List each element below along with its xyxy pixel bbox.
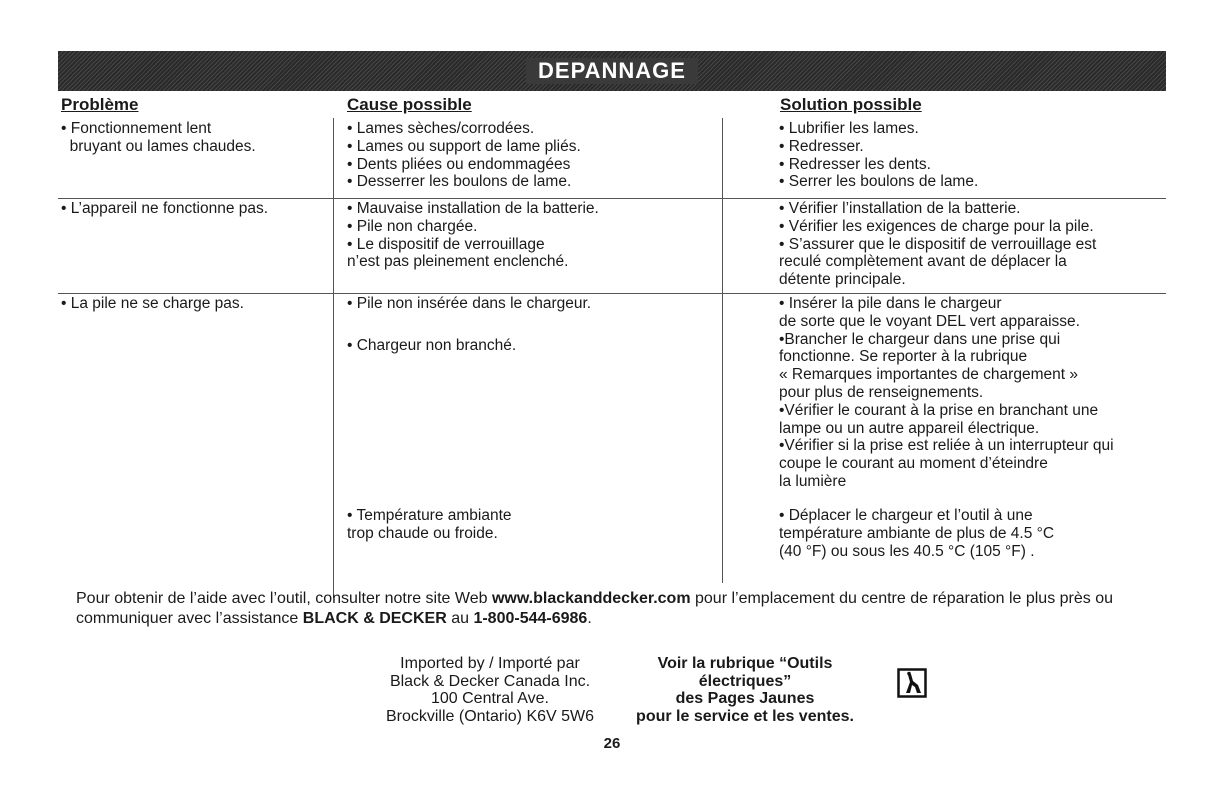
row-3-problem: • La pile ne se charge pas. xyxy=(61,295,244,312)
row-2-solution: • Vérifier l’installation de la batterie. • Vérifier les exigences de charge pour la pile. • S’assurer que le dispositif de verrouillage est reculé complètement avant de déplacer la détente principale. xyxy=(779,200,1097,289)
column-divider-1 xyxy=(333,118,334,598)
walking-fingers-icon xyxy=(897,668,927,698)
row-3-solution-b: • Déplacer le chargeur et l’outil à une température ambiante de plus de 4.5 °C (40 °F) ou sous les 40.5 °C (105 °F) . xyxy=(779,507,1055,560)
help-text-3: au xyxy=(446,610,474,627)
importer-line-1: Imported by / Importé par xyxy=(400,655,580,672)
help-text-1: Pour obtenir de l’aide avec l’outil, consulter notre site Web xyxy=(76,590,492,607)
page-title: DEPANNAGE xyxy=(526,58,698,84)
importer-line-3: 100 Central Ave. xyxy=(430,690,549,707)
yellow-pages-note xyxy=(612,655,878,725)
row-2-problem: • L’appareil ne fonctionne pas. xyxy=(61,200,269,217)
header-solution: Solution possible xyxy=(780,95,922,114)
importer-line-2: Black & Decker Canada Inc. xyxy=(389,672,591,690)
row-divider-1 xyxy=(58,198,1166,199)
help-text-4: . xyxy=(587,610,592,627)
row-1-cause: • Lames sèches/corrodées. • Lames ou support de lame pliés. • Dents pliées ou endommagées • Desserrer les boulons de lame. xyxy=(347,120,581,191)
website-link[interactable]: www.blackanddecker.com xyxy=(491,590,691,607)
header-problem: Problème xyxy=(61,95,139,114)
row-divider-2 xyxy=(58,293,1166,294)
phone-number: 1-800-544-6986 xyxy=(473,610,588,627)
importer-address xyxy=(350,655,630,725)
title-banner xyxy=(58,51,1166,91)
yellow-pages-line-1: Voir la rubrique “Outils xyxy=(657,655,833,672)
yellow-pages-line-3: des Pages Jaunes xyxy=(675,690,815,707)
row-3-cause-b: • Chargeur non branché. xyxy=(347,337,517,354)
help-paragraph xyxy=(76,589,1156,629)
row-3-cause-a: • Pile non insérée dans le chargeur. xyxy=(347,295,592,312)
row-3-solution-a: • Insérer la pile dans le chargeur de sorte que le voyant DEL vert apparaisse. •Brancher le chargeur dans une prise qui fonctionne. Se reporter à la rubrique « Remarques importantes de chargement » pour plus de renseignements. •Vérifier le courant à la prise en branchant une lampe ou un autre appareil électrique. •Vérifier si la prise est reliée à un interrupteur qui coupe le courant au moment d’éteindre la lumière xyxy=(779,295,1114,490)
row-3-cause-c: • Température ambiante trop chaude ou froide. xyxy=(347,507,512,542)
row-1-solution: • Lubrifier les lames. • Redresser. • Redresser les dents. • Serrer les boulons de lame. xyxy=(779,120,979,191)
yellow-pages-line-2: électriques” xyxy=(698,672,792,690)
row-1-problem: • Fonctionnement lent bruyant ou lames chaudes. xyxy=(61,120,256,155)
help-text-2: pour l’emplacement du centre de réparation le plus près ou communiquer avec l’assistance xyxy=(76,590,1114,627)
yellow-pages-line-4: pour le service et les ventes. xyxy=(636,707,854,725)
column-divider-2 xyxy=(722,118,723,583)
importer-line-4: Brockville (Ontario) K6V 5W6 xyxy=(385,707,595,725)
brand-name: BLACK & DECKER xyxy=(302,610,447,627)
page-number: 26 xyxy=(603,735,621,752)
header-cause: Cause possible xyxy=(347,95,472,114)
row-2-cause: • Mauvaise installation de la batterie. • Pile non chargée. • Le dispositif de verrouillage n’est pas pleinement enclenché. xyxy=(347,200,599,271)
